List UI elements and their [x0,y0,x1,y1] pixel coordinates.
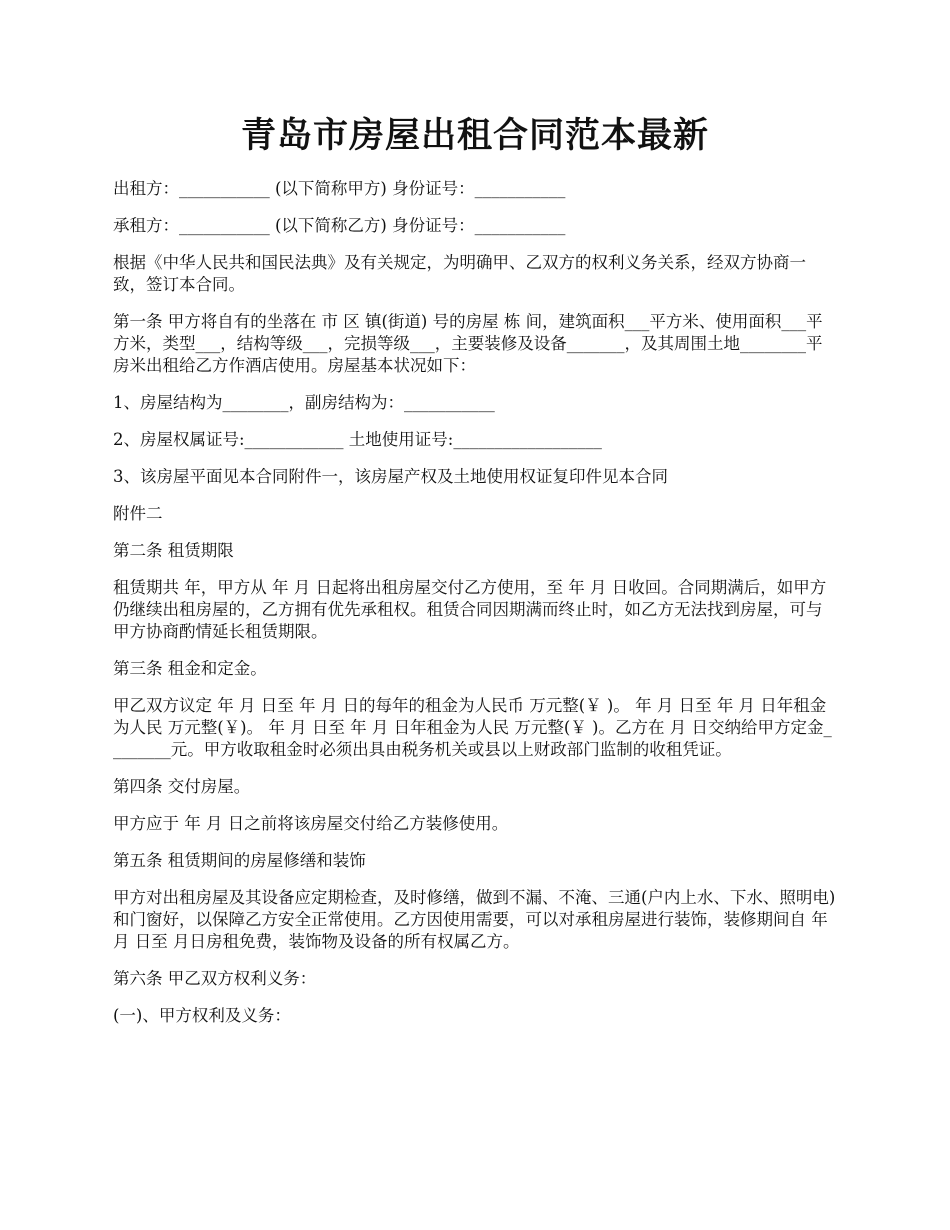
heading-article-4: 第四条 交付房屋。 [113,777,251,796]
paragraph-floor-plan: 3、该房屋平面见本合同附件一，该房屋产权及土地使用权证复印件见本合同 [113,467,668,486]
heading-article-6: 第六条 甲乙双方权利义务： [113,969,317,988]
paragraph-delivery: 甲方应于 年 月 日之前将该房屋交付给乙方装修使用。 [113,814,509,833]
heading-article-2: 第二条 租赁期限 [113,541,234,560]
document-title: 青岛市房屋出租合同范本最新 [240,115,709,156]
paragraph-preamble: 根据《中华人民共和国民法典》及有关规定，为明确甲、乙双方的权利义务关系，经双方协商一致，签订本合同。 [113,253,806,294]
paragraph-repair-decoration: 甲方对出租房屋及其设备应定期检查，及时修缮，做到不漏、不淹、三通(户内上水、下水、照明电)和门窗好，以保障乙方安全正常使用。乙方因使用需要，可以对承租房屋进行装饰，装修期间自 年 月 日至 月日房租免费，装饰物及设备的所有权属乙方。 [113,888,836,951]
paragraph-ownership-cert: 2、房屋权属证号:____________ 土地使用证号:__________________ [113,430,602,449]
paragraph-house-structure: 1、房屋结构为________，副房结构为：___________ [113,393,495,412]
paragraph-lessee: 承租方：___________ (以下简称乙方) 身份证号：___________ [113,216,566,235]
paragraph-lease-term: 租赁期共 年，甲方从 年 月 日起将出租房屋交付乙方使用，至 年 月 日收回。合同期满后，如甲方仍继续出租房屋的，乙方拥有优先承租权。租赁合同因期满而终止时，如乙方无法找到房屋，可与甲方协商酌情延长租赁期限。 [113,578,827,641]
paragraph-lessor: 出租方：___________ (以下简称甲方) 身份证号：___________ [113,179,566,198]
paragraph-article-1: 第一条 甲方将自有的坐落在 市 区 镇(街道) 号的房屋 栋 间，建筑面积___平方米、使用面积___平方米，类型___，结构等级___，完损等级___，主要装修及设备_______，及其周围土地________平房米出租给乙方作酒店使用。房屋基本状况如下： [113,312,823,375]
heading-party-a-rights: (一)、甲方权利及义务： [113,1006,291,1025]
heading-article-5: 第五条 租赁期间的房屋修缮和装饰 [113,851,366,870]
heading-article-3: 第三条 租金和定金。 [113,659,267,678]
paragraph-rent-deposit: 甲乙双方议定 年 月 日至 年 月 日的每年的租金为人民币 万元整(￥ )。 年 月 日至 年 月 日年租金为人民 万元整(￥)。 年 月 日至 年 月 日年租金为人民 万元整(￥ )。乙方在 月 日交纳给甲方定金________元。甲方收取租金时必须出具由税务机关或县以上财政部门监制的收租凭证。 [113,696,832,759]
paragraph-annex-2: 附件二 [113,504,163,523]
document-body [113,178,837,1042]
